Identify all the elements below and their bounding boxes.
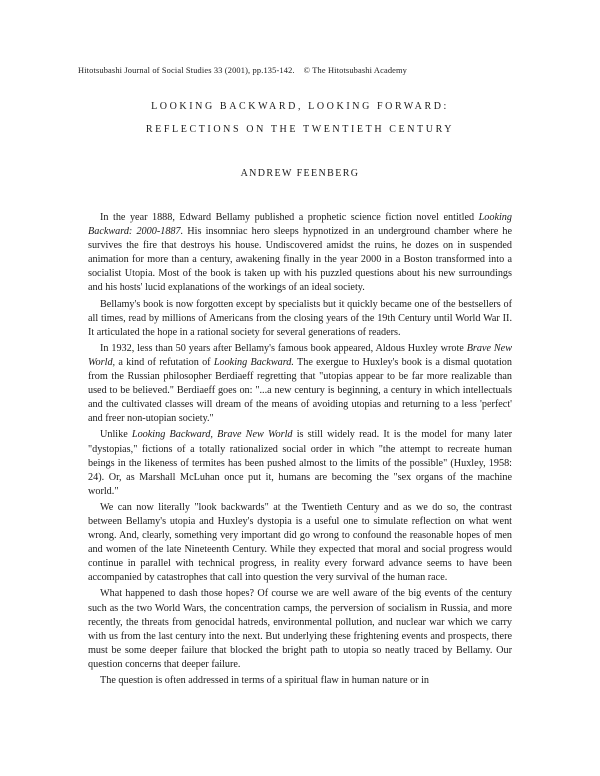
book-title: Looking Backward, Brave New World	[131, 429, 293, 441]
text-run: is still widely read. It is the model for many later "dystopias," fictions of a totally rationalized social order in which "the attempt to recreate human beings in the likeness of termites has been pushed almost to the limits of the possible" (Huxley, 1958: 24). Or, as Marshall McLuhan once put it, humans are becoming the "sex organs of the machine world."	[88, 429, 512, 497]
journal-citation: Hitotsubashi Journal of Social Studies 33 (2001), pp.135-142.	[78, 66, 295, 75]
text-run: In the year 1888, Edward Bellamy published a prophetic science fiction novel entitled	[100, 212, 479, 223]
paragraph-6: What happened to dash those hopes? Of course we are well aware of the big events of the century such as the two World Wars, the concentration camps, the perversion of socialism in Russia, and more recently, the threats from genocidal hatreds, environmental pollution, and nuclear war which we carry with us from the last century into the next. But underlying these frightening events and prospects, there must be some deeper failure that blocked the bright path to utopia so neatly traced by Bellamy. Our question concerns that deeper failure.	[88, 588, 512, 670]
article-title-line-1: LOOKING BACKWARD, LOOKING FORWARD:	[151, 101, 449, 112]
paragraph-3	[88, 342, 512, 427]
author-name: ANDREW FEENBERG	[240, 168, 360, 179]
book-title: Looking Backward: 2000-1887.	[88, 212, 512, 238]
journal-header	[78, 66, 407, 75]
text-run: The exergue to Huxley's book is a dismal quotation from the Russian philosopher Berdiaeff regretting that "utopias appear to be far more realizable than used to be believed." Berdiaeff goes on: "...a new century is beginning, a century in which intellectuals and the cultivated classes will dream of the means of avoiding utopias and returning to a less 'perfect' and freer non-utopian society."	[88, 356, 512, 425]
paragraph-4	[88, 428, 512, 498]
text-run: His insomniac hero sleeps hypnotized in an underground chamber where he survives the fire that destroys his house. Undiscovered amidst the ruins, he dozes on in suspended animation for more than a century, awakening finally in the year 2000 in a Boston transformed into a socialist Utopia. Most of the book is taken up with his puzzled questions about his new surroundings and his hosts' lucid explanations of the workings of an ideal society.	[88, 226, 512, 294]
copyright-notice: © The Hitotsubashi Academy	[303, 66, 408, 75]
paragraph-7: The question is often addressed in terms of a spiritual flaw in human nature or in	[100, 675, 430, 686]
book-title: Looking Backward.	[213, 356, 294, 368]
article-title-line-2: REFLECTIONS ON THE TWENTIETH CENTURY	[145, 124, 455, 135]
text-run: Unlike	[100, 429, 132, 441]
paragraph-5: We can now literally "look backwards" at the Twentieth Century and as we do so, the contrast between Bellamy's utopia and Huxley's dystopia is a useful one to simulate reflection on what went wrong. And, clearly, something very important did go wrong to confound the reasonable hopes of men and women of the late Nineteenth Century. While they expected that moral and social progress would continue in parallel with technical progress, in reality every forward advance seems to have been accompanied by catastrophes that call into question the very survival of the human race.	[88, 501, 512, 584]
paragraph-2: Bellamy's book is now forgotten except by specialists but it quickly became one of the bestsellers of all times, read by millions of Americans from the closing years of the 19th Century until World War II. It articulated the hope in a rational society for several generations of readers.	[88, 298, 512, 338]
text-run: In 1932, less than 50 years after Bellamy's famous book appeared, Aldous Huxley wrote	[100, 342, 467, 354]
article-body	[88, 211, 512, 690]
text-run: a kind of refutation of	[115, 356, 214, 368]
book-title: Brave New World,	[88, 342, 513, 368]
paragraph-1	[88, 211, 512, 296]
